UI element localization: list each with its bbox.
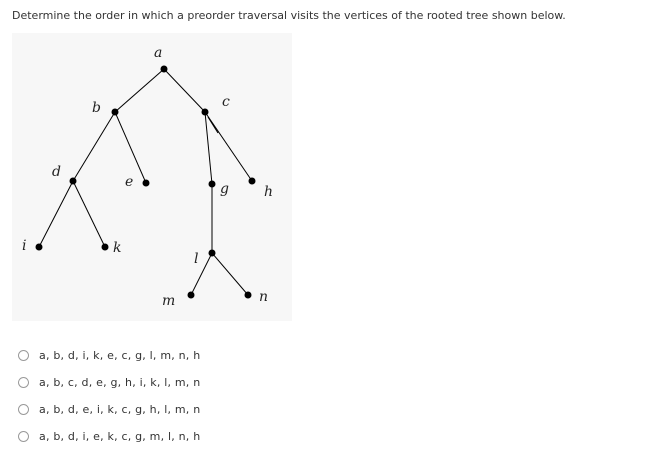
vertex-label-b: b (92, 100, 101, 116)
radio-button[interactable] (18, 404, 29, 415)
radio-button[interactable] (18, 431, 29, 442)
vertex-label-d: d (52, 164, 61, 180)
option-2[interactable] (18, 369, 200, 396)
edge-c-g (205, 112, 212, 184)
vertex-g (209, 181, 216, 188)
vertex-h (249, 178, 256, 185)
option-label: a, b, c, d, e, g, h, i, k, l, m, n (39, 376, 201, 389)
vertex-e (143, 180, 150, 187)
vertex-label-n: n (259, 289, 269, 305)
vertex-a (161, 66, 168, 73)
vertex-k (102, 244, 109, 251)
edge-d-i (39, 181, 73, 247)
edge-a-b (115, 69, 164, 112)
vertex-i (36, 244, 43, 251)
radio-button[interactable] (18, 377, 29, 388)
option-4[interactable] (18, 423, 200, 450)
vertex-label-i: i (22, 238, 27, 254)
vertex-c (202, 109, 209, 116)
edge-c-spur (208, 117, 218, 133)
tree-svg (12, 33, 292, 321)
edge-c-h (205, 112, 252, 181)
vertex-m (188, 292, 195, 299)
edge-b-e (115, 112, 146, 183)
vertex-label-c: c (222, 94, 230, 110)
edge-a-c (164, 69, 205, 112)
radio-button[interactable] (18, 350, 29, 361)
vertex-n (245, 292, 252, 299)
edge-b-d (73, 112, 115, 181)
option-1[interactable] (18, 342, 200, 369)
vertex-label-g: g (220, 181, 229, 197)
vertex-label-e: e (125, 174, 134, 190)
vertex-d (70, 178, 77, 185)
vertex-label-l: l (194, 251, 199, 267)
option-label: a, b, d, e, i, k, c, g, h, l, m, n (39, 403, 201, 416)
option-label: a, b, d, i, k, e, c, g, l, m, n, h (39, 349, 201, 362)
option-3[interactable] (18, 396, 200, 423)
vertex-label-h: h (264, 184, 274, 200)
vertex-label-k: k (113, 240, 122, 256)
vertex-label-m: m (162, 293, 176, 309)
vertex-l (209, 250, 216, 257)
edge-l-n (212, 253, 248, 295)
option-label: a, b, d, i, e, k, c, g, m, l, n, h (39, 430, 201, 443)
vertex-b (112, 109, 119, 116)
question-text: Determine the order in which a preorder traversal visits the vertices of the rooted tree shown below. (12, 9, 566, 22)
tree-diagram (12, 33, 292, 321)
vertex-label-a: a (154, 45, 163, 61)
edge-d-k (73, 181, 105, 247)
answer-options (18, 342, 200, 450)
